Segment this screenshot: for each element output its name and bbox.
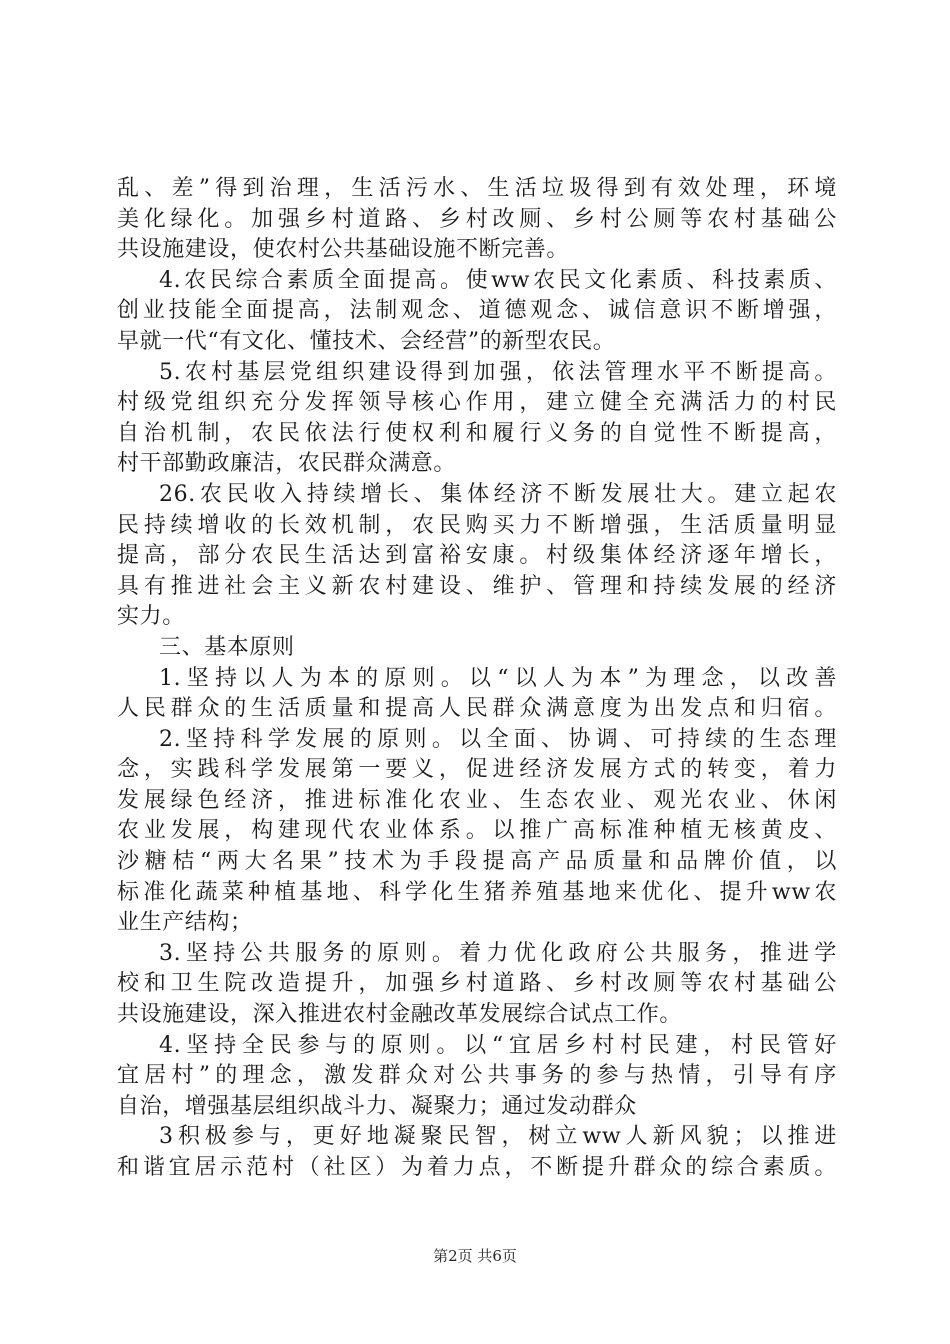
text-line: 实力。 <box>117 604 185 630</box>
text-line: 5.农村基层党组织建设得到加强，依法管理水平不断提高。 <box>159 359 837 385</box>
text-line: 念，实践科学发展第一要义，促进经济发展方式的转变，着力 <box>117 757 837 783</box>
text-line: 标准化蔬菜种植基地、科学化生猪养殖基地来优化、提升ww农 <box>117 879 837 905</box>
text-line: 3积极参与，更好地凝聚民智，树立ww人新风貌；以推进 <box>159 1124 837 1150</box>
text-line: 村级党组织充分发挥领导核心作用，建立健全充满活力的村民 <box>117 390 837 416</box>
text-line: 自治，增强基层组织战斗力、凝聚力；通过发动群众 <box>117 1093 637 1119</box>
text-line: 共设施建设，深入推进农村金融改革发展综合试点工作。 <box>117 1002 683 1028</box>
text-line: 提高，部分农民生活达到富裕安康。村级集体经济逐年增长， <box>117 543 837 569</box>
text-line: 4.坚持全民参与的原则。以“宜居乡村村民建，村民管好 <box>159 1032 837 1058</box>
text-line: 创业技能全面提高，法制观念、道德观念、诚信意识不断增强， <box>117 298 837 324</box>
document-body <box>117 174 837 1184</box>
text-line: 3.坚持公共服务的原则。着力优化政府公共服务，推进学 <box>159 940 837 966</box>
text-line: 宜居村”的理念，激发群众对公共事务的参与热情，引导有序 <box>117 1063 837 1089</box>
text-line: 具有推进社会主义新农村建设、维护、管理和持续发展的经济 <box>117 573 837 599</box>
text-line: 村干部勤政廉洁，农民群众满意。 <box>117 451 457 477</box>
text-line: 乱、差”得到治理，生活污水、生活垃圾得到有效处理，环境 <box>117 176 837 201</box>
text-line: 民持续增收的长效机制，农民购买力不断增强，生活质量明显 <box>117 512 837 538</box>
text-line: 美化绿化。加强乡村道路、乡村改厕、乡村公厕等农村基础公 <box>117 206 837 232</box>
text-line: 自治机制，农民依法行使权利和履行义务的自觉性不断提高， <box>117 420 837 446</box>
text-line: 农业发展，构建现代农业体系。以推广高标准种植无核黄皮、 <box>117 818 837 844</box>
text-line: 人民群众的生活质量和提高人民群众满意度为出发点和归宿。 <box>117 696 837 722</box>
text-line: 26.农民收入持续增长、集体经济不断发展壮大。建立起农 <box>159 481 837 507</box>
page-footer: 第2页 共6页 <box>433 1247 517 1265</box>
text-line: 早就一代“有文化、懂技术、会经营”的新型农民。 <box>117 328 616 354</box>
text-line: 三、基本原则 <box>159 634 295 660</box>
text-line: 沙糖桔“两大名果”技术为手段提高产品质量和品牌价值，以 <box>117 849 837 875</box>
text-line: 发展绿色经济，推进标准化农业、生态农业、观光农业、休闲 <box>117 787 837 813</box>
text-line: 1.坚持以人为本的原则。以“以人为本”为理念，以改善 <box>159 665 837 691</box>
text-line: 校和卫生院改造提升，加强乡村道路、乡村改厕等农村基础公 <box>117 971 837 997</box>
text-line: 共设施建设，使农村公共基础设施不断完善。 <box>117 237 570 263</box>
text-line: 2.坚持科学发展的原则。以全面、协调、可持续的生态理 <box>159 726 837 752</box>
text-line: 业生产结构； <box>117 910 253 936</box>
text-line: 和谐宜居示范村（社区）为着力点，不断提升群众的综合素质。 <box>117 1155 837 1180</box>
text-line: 4.农民综合素质全面提高。使ww农民文化素质、科技素质、 <box>159 267 837 293</box>
